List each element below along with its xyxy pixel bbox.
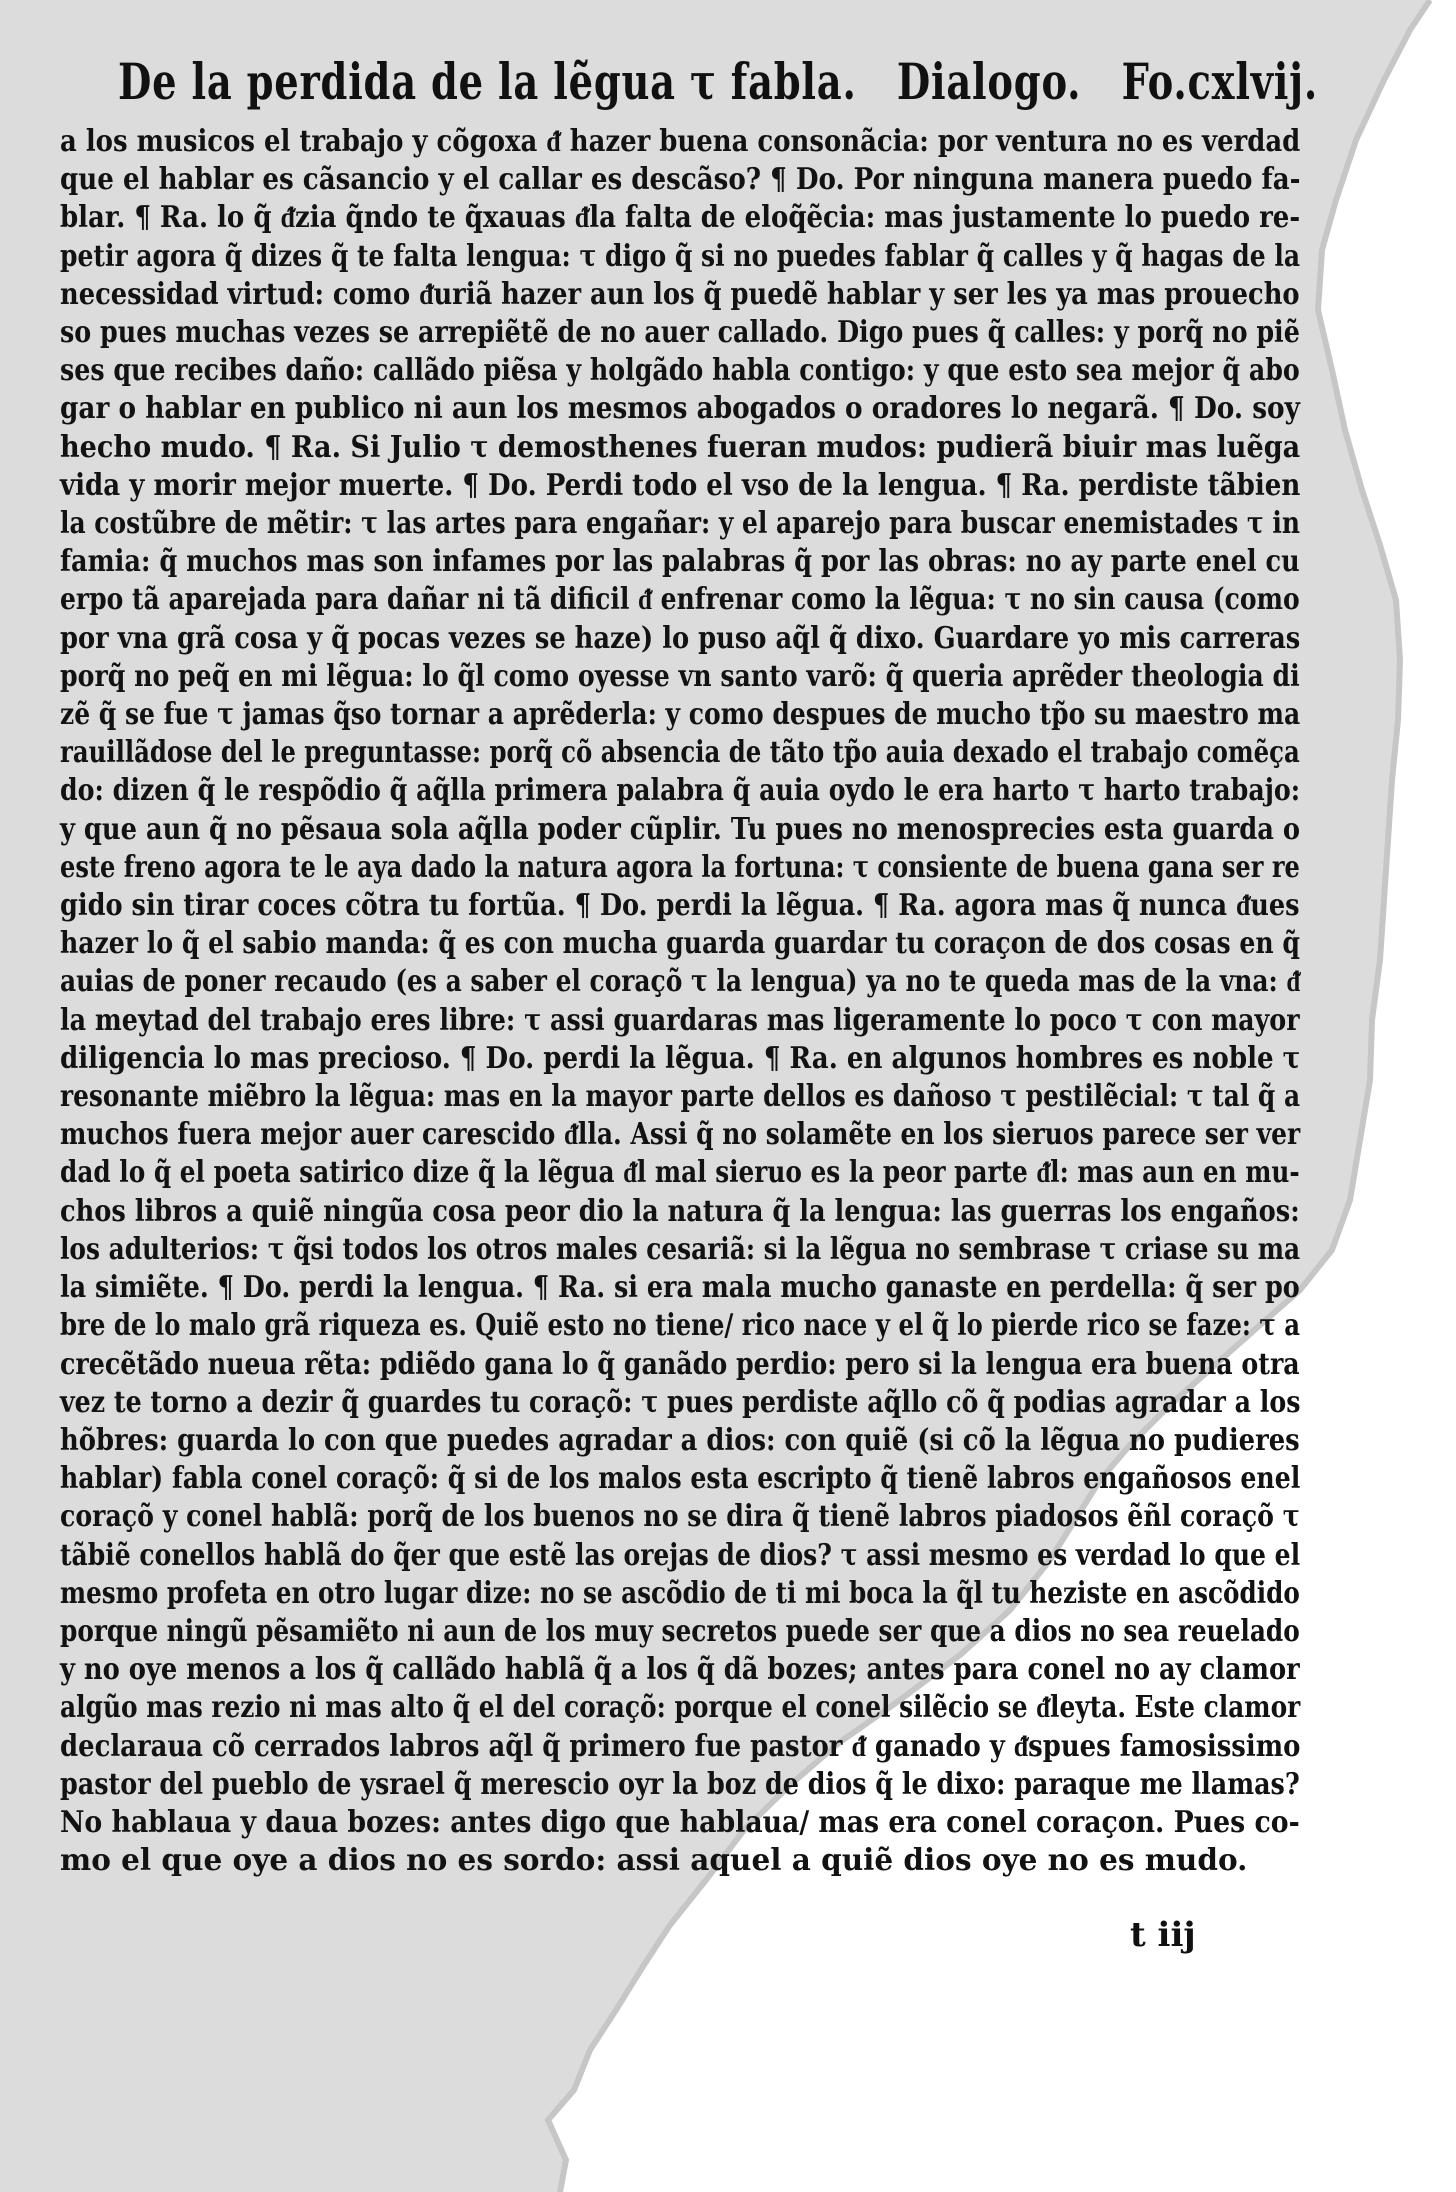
running-title: De la perdida de la lẽgua τ fabla. (118, 52, 857, 111)
text-line: hecho mudo. ¶ Ra. Si Julio τ demosthenes fueran mudos: pudierã biuir mas luẽga (60, 428, 1301, 464)
text-line: resonante miẽbro la lẽgua: mas en la mayor parte dellos es dañoso τ pestilẽcial: τ tal q̃ a (60, 1078, 1301, 1114)
text-line: tãbiẽ conellos hablã do q̃er que estẽ las orejas de dios? τ assi mesmo es verdad lo que el (60, 1536, 1301, 1572)
text-line: rauillãdose del le preguntasse: porq̃ cõ absencia de tãto tp̃o auia dexado el trabajo comẽça (60, 734, 1300, 770)
text-line: famia: q̃ muchos mas son infames por las palabras q̃ por las obras: no ay parte enel cu (60, 543, 1300, 579)
text-line: vez te torno a dezir q̃ guardes tu coraçõ: τ pues perdiste aq̃llo cõ q̃ podias agradar a los (60, 1383, 1301, 1419)
text-line: blar. ¶ Ra. lo q̃ ᵭzia q̃ndo te q̃xauas ᵭla falta de eloq̃ẽcia: mas justamente lo puedo re- (60, 199, 1301, 235)
text-line: pastor del pueblo de ysrael q̃ merescio oyr la boz de dios q̃ le dixo: paraque me llamas? (60, 1765, 1300, 1801)
text-line: so pues muchas vezes se arrepiẽtẽ de no auer callado. Digo pues q̃ calles: y porq̃ no piẽ (60, 314, 1300, 350)
text-line: coraçõ y conel hablã: porq̃ de los buenos no se dira q̃ tienẽ labros piadosos ẽñl coraçõ τ (60, 1498, 1300, 1534)
text-line: mo el que oye a dios no es sordo: assi aquel a quiẽ dios oye no es mudo. (60, 1842, 1248, 1878)
text-line: algũo mas rezio ni mas alto q̃ el del coraçõ: porque el conel silẽcio se ᵭleyta. Este clamor (60, 1689, 1301, 1725)
main-text (60, 122, 1300, 1879)
text-line: vida y morir mejor muerte. ¶ Do. Perdi todo el vso de la lengua. ¶ Ra. perdiste tãbien (60, 466, 1301, 502)
text-line: la meytad del trabajo eres libre: τ assi guardaras mas ligeramente lo poco τ con mayor (60, 1001, 1300, 1037)
text-line: porq̃ no peq̃ en mi lẽgua: lo q̃l como oyesse vn santo varõ: q̃ queria aprẽder theologia di (60, 657, 1300, 693)
text-line: muchos fuera mejor auer carescido ᵭlla. Assi q̃ no solamẽte en los sieruos parece ser ver (60, 1116, 1301, 1152)
text-line: No hablaua y daua bozes: antes digo que hablaua/ mas era conel coraçon. Pues co- (60, 1803, 1300, 1839)
text-line: declaraua cõ cerrados labros aq̃l q̃ primero fue pastor ᵭ ganado y ᵭspues famosissimo (60, 1727, 1301, 1763)
text-line: bre de lo malo grã riqueza es. Quiẽ esto no tiene/ rico nace y el q̃ lo pierde rico se faze: τ a (60, 1307, 1301, 1343)
text-line: crecẽtãdo nueua rẽta: pdiẽdo gana lo q̃ ganãdo perdio: pero si la lengua era buena otra (60, 1345, 1300, 1381)
section-label: Dialogo. (896, 52, 1082, 111)
text-line: a los musicos el trabajo y cõgoxa ᵭ hazer buena consonãcia: por ventura no es verdad (60, 123, 1301, 158)
text-line: hõbres: guarda lo con que puedes agradar a dios: con quiẽ (si cõ la lẽgua no pudieres (60, 1421, 1300, 1457)
text-line: hablar) fabla conel coraçõ: q̃ si de los malos esta escripto q̃ tienẽ labros engañosos enel (60, 1460, 1301, 1496)
signature-mark: t iij (1130, 1915, 1196, 1955)
text-line: gido sin tirar coces cõtra tu fortũa. ¶ Do. perdi la lẽgua. ¶ Ra. agora mas q̃ nunca ᵭues (60, 887, 1300, 923)
text-line: porque ningũ pẽsamiẽto ni aun de los muy secretos puede ser que a dios no sea reuelado (60, 1612, 1300, 1648)
text-line: necessidad virtud: como ᵭuriã hazer aun los q̃ puedẽ hablar y ser les ya mas prouecho (60, 275, 1300, 311)
text-line: petir agora q̃ dizes q̃ te falta lengua: τ digo q̃ si no puedes fablar q̃ calles y q̃ hagas de la (60, 237, 1301, 273)
text-line: hazer lo q̃ el sabio manda: q̃ es con mucha guarda guardar tu coraçon de dos cosas en q̃ (60, 925, 1300, 961)
text-line: los adulterios: τ q̃si todos los otros males cesariã: si la lẽgua no sembrase τ criase su ma (60, 1230, 1301, 1266)
text-line: que el hablar es cãsancio y el callar es descãso? ¶ Do. Por ninguna manera puedo fa- (60, 161, 1301, 197)
text-line: por vna grã cosa y q̃ pocas vezes se haze) lo puso aq̃l q̃ dixo. Guardare yo mis carreras (60, 619, 1301, 655)
text-line: este freno agora te le aya dado la natura agora la fortuna: τ consiente de buena gana ser re (60, 848, 1300, 884)
folio-number: Fo.cxlvij. (1121, 52, 1318, 111)
text-line: mesmo profeta en otro lugar dize: no se ascõdio de ti mi boca la q̃l tu heziste en ascõdido (60, 1574, 1300, 1610)
text-line: y no oye menos a los q̃ callãdo hablã q̃ a los q̃ dã bozes; antes para conel no ay clamor (60, 1651, 1300, 1687)
page-header (118, 52, 1318, 132)
text-line: erpo tã aparejada para dañar ni tã dificil ᵭ enfrenar como la lẽgua: τ no sin causa (como (60, 581, 1300, 617)
text-line: la costũbre de mẽtir: τ las artes para engañar: y el aparejo para buscar enemistades τ in (60, 505, 1301, 541)
text-line: gar o hablar en publico ni aun los mesmos abogados o oradores lo negarã. ¶ Do. soy (60, 390, 1300, 426)
text-line: diligencia lo mas precioso. ¶ Do. perdi la lẽgua. ¶ Ra. en algunos hombres es noble τ (60, 1039, 1301, 1075)
text-line: do: dizen q̃ le respõdio q̃ aq̃lla primera palabra q̃ auia oydo le era harto τ harto trabajo: (60, 772, 1301, 808)
text-line: la simiẽte. ¶ Do. perdi la lengua. ¶ Ra. si era mala mucho ganaste en perdella: q̃ ser po (60, 1269, 1300, 1305)
text-line: chos libros a quiẽ ningũa cosa peor dio la natura q̃ la lengua: las guerras los engaños: (60, 1192, 1300, 1228)
text-line: auias de poner recaudo (es a saber el coraçõ τ la lengua) ya no te queda mas de la vna: ᵭ (60, 963, 1301, 999)
text-line: zẽ q̃ se fue τ jamas q̃so tornar a aprẽderla: y como despues de mucho tp̃o su maestro ma (60, 696, 1301, 732)
text-line: ses que recibes daño: callãdo piẽsa y holgãdo habla contigo: y que esto sea mejor q̃ abo (60, 352, 1300, 388)
text-line: dad lo q̃ el poeta satirico dize q̃ la lẽgua ᵭl mal sieruo es la peor parte ᵭl: mas aun en mu- (60, 1154, 1300, 1190)
text-line: y que aun q̃ no pẽsaua sola aq̃lla poder cũplir. Tu pues no menosprecies esta guarda o (60, 810, 1301, 846)
